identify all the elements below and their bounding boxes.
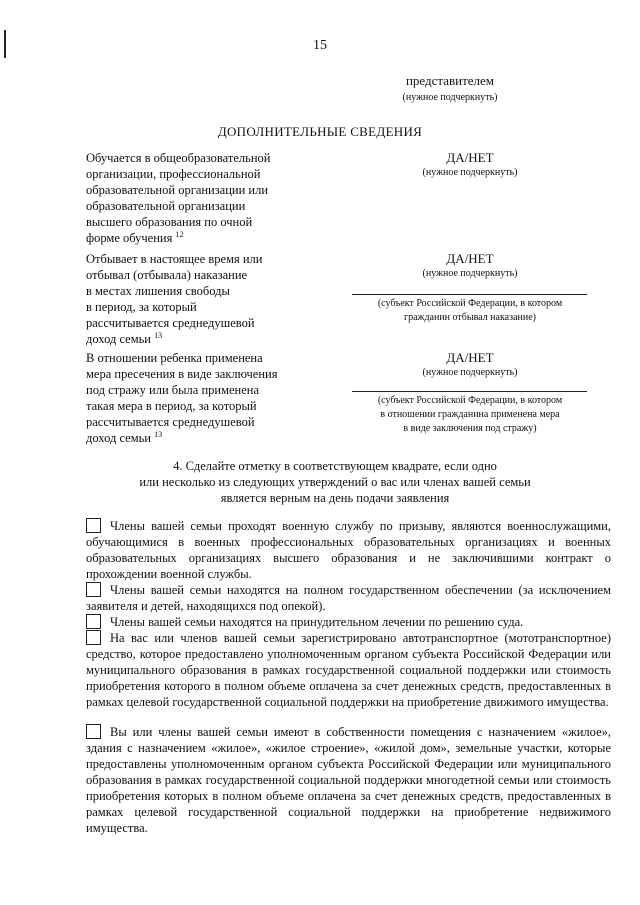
question-line bbox=[86, 430, 316, 446]
question-3 bbox=[86, 350, 316, 446]
statement-text: На вас или членов вашей семьи зарегистрировано автотранспортное (мототранспортное) средство, которое предоставлено уполномоченным органом субъекта Российской Федерации или муниципального образования в рамках государственной социальной поддержки или стоимость приобретения которого в полном объеме оплачена за счет денежных средств, предоставленных в рамках целевой государственной социальной поддержки на приобретение движимого имущества. bbox=[86, 631, 611, 709]
question-line: в период, за который bbox=[86, 300, 197, 314]
caption-line: (субъект Российской Федерации, в котором bbox=[377, 395, 563, 406]
question-line: образовательной организации или bbox=[86, 183, 269, 197]
answer-yes-no[interactable]: ДА/НЕТ bbox=[446, 251, 494, 266]
statement-checkbox[interactable] bbox=[86, 630, 101, 645]
statement-real-estate bbox=[86, 724, 611, 836]
instruction-line: или несколько из следующих утверждений о вас или членах вашей семьи bbox=[139, 475, 531, 489]
question-line-text: форме обучения bbox=[86, 231, 173, 245]
statement-text: Члены вашей семьи находятся на принудительном лечении по решению суда. bbox=[110, 615, 524, 629]
section-title: ДОПОЛНИТЕЛЬНЫЕ СВЕДЕНИЯ bbox=[217, 124, 423, 139]
statement-military-service bbox=[86, 518, 611, 582]
question-1 bbox=[86, 150, 316, 246]
instruction-line: 4. Сделайте отметку в соответствующем квадрате, если одно bbox=[173, 459, 497, 473]
question-line: такая мера в период, за который bbox=[86, 399, 257, 413]
answer-note: (нужное подчеркнуть) bbox=[422, 367, 518, 378]
question-line: Обучается в общеобразовательной bbox=[86, 151, 271, 165]
question-2 bbox=[86, 251, 316, 347]
question-line bbox=[86, 230, 316, 246]
footnote-marker: 13 bbox=[154, 330, 163, 340]
question-line: мера пресечения в виде заключения bbox=[86, 367, 278, 381]
question-line: рассчитывается среднедушевой bbox=[86, 316, 255, 330]
answer-note: (нужное подчеркнуть) bbox=[422, 268, 518, 279]
question-line: образовательной организации bbox=[86, 199, 246, 213]
question-line: отбывал (отбывала) наказание bbox=[86, 268, 248, 282]
statement-checkbox[interactable] bbox=[86, 614, 101, 629]
field-caption bbox=[340, 297, 600, 325]
question-line: в местах лишения свободы bbox=[86, 284, 230, 298]
statement-vehicle bbox=[86, 630, 611, 710]
question-line-text: доход семьи bbox=[86, 332, 151, 346]
representative-note: (нужное подчеркнуть) bbox=[402, 92, 498, 103]
field-caption bbox=[340, 394, 600, 436]
question-line: рассчитывается среднедушевой bbox=[86, 415, 255, 429]
answer-yes-no[interactable]: ДА/НЕТ bbox=[446, 150, 494, 165]
statement-compulsory-treatment bbox=[86, 614, 611, 630]
subject-input-line[interactable] bbox=[352, 294, 587, 295]
representative-label: представителем bbox=[405, 73, 495, 88]
subject-input-line[interactable] bbox=[352, 391, 587, 392]
statement-checkbox[interactable] bbox=[86, 724, 101, 739]
statement-text: Вы или члены вашей семьи имеют в собственности помещения с назначением «жилое», здания с назначением «жилое», «жилое строение», «жилой дом», земельные участки, которые предоставлены уполномоченным органом субъекта Российской Федерации или муниципального образования в рамках государственной социальной поддержки многодетной семьи или стоимость приобретения которых в полном объеме оплачена за счет денежных средств, предоставленных в рамках целевой государственной социальной поддержки на приобретение недвижимого имущества. bbox=[86, 725, 611, 835]
question-line: В отношении ребенка применена bbox=[86, 351, 263, 365]
statement-text: Члены вашей семьи находятся на полном государственном обеспечении (за исключением заявителя и детей, находящихся под опекой). bbox=[86, 583, 611, 613]
caption-line: в виде заключения под стражу) bbox=[403, 423, 537, 434]
statement-text: Члены вашей семьи проходят военную службу по призыву, являются военнослужащими, обучающимися в военных профессиональных образовательных организациях и военных образовательных организациях высшего образования и не заключившими контракт о прохождении военной службы. bbox=[86, 519, 611, 581]
caption-line: гражданин отбывал наказание) bbox=[404, 312, 536, 323]
page-number: 15 bbox=[313, 38, 327, 53]
question-line: под стражу или была применена bbox=[86, 383, 260, 397]
statement-checkbox[interactable] bbox=[86, 582, 101, 597]
footnote-marker: 12 bbox=[175, 229, 184, 239]
question-line: Отбывает в настоящее время или bbox=[86, 252, 263, 266]
instruction-line: является верным на день подачи заявления bbox=[220, 491, 450, 505]
question-line bbox=[86, 331, 316, 347]
section-4-instruction bbox=[120, 458, 550, 506]
statement-state-support bbox=[86, 582, 611, 614]
answer-yes-no[interactable]: ДА/НЕТ bbox=[446, 350, 494, 365]
question-line-text: доход семьи bbox=[86, 431, 151, 445]
footnote-marker: 13 bbox=[154, 429, 163, 439]
question-line: высшего образования по очной bbox=[86, 215, 253, 229]
question-line: организации, профессиональной bbox=[86, 167, 261, 181]
caption-line: (субъект Российской Федерации, в котором bbox=[377, 298, 563, 309]
statement-checkbox[interactable] bbox=[86, 518, 101, 533]
caption-line: в отношении гражданина применена мера bbox=[380, 409, 560, 420]
answer-note: (нужное подчеркнуть) bbox=[422, 167, 518, 178]
